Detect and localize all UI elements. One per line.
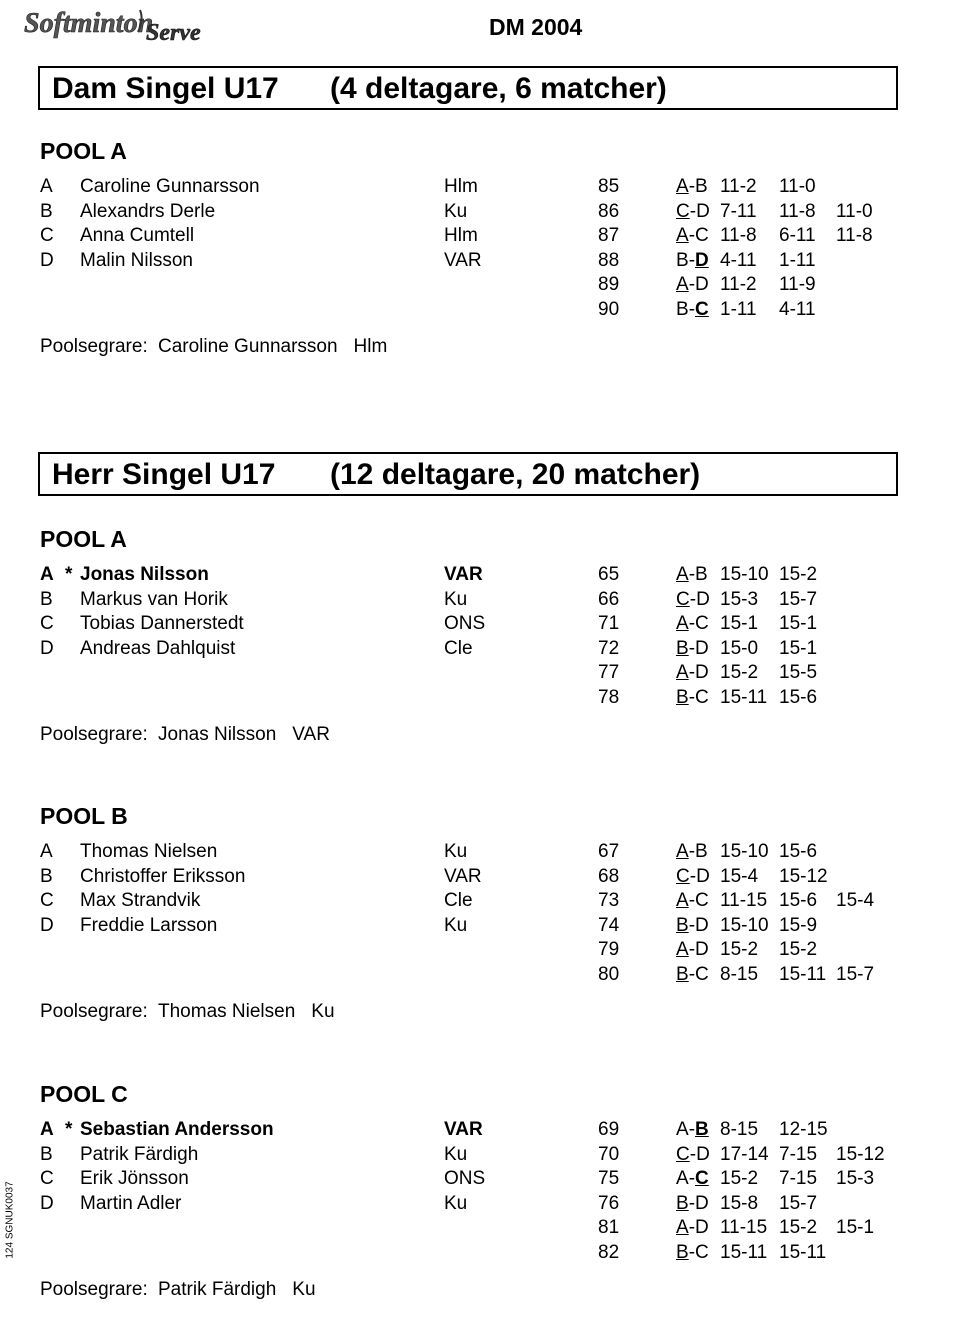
match-player-1: A xyxy=(676,1119,689,1140)
match-player-2: D xyxy=(695,914,709,936)
player-letter: C xyxy=(40,1168,54,1189)
match-row xyxy=(0,1118,960,1142)
section-header xyxy=(38,452,898,496)
match-row xyxy=(0,865,960,889)
pool xyxy=(0,526,960,766)
match-pairing: B-D xyxy=(676,1192,709,1214)
player-name: Martin Adler xyxy=(80,1192,182,1214)
match-player-2: D xyxy=(695,1192,709,1214)
match-row xyxy=(0,298,960,322)
match-number: 68 xyxy=(598,865,620,887)
match-player-1: A xyxy=(676,564,689,585)
match-pairing: B-C xyxy=(676,963,709,985)
match-number: 73 xyxy=(598,890,620,911)
pool-winner xyxy=(40,1000,335,1024)
set-score-2: 15-2 xyxy=(779,1217,818,1238)
match-pairing: B-D xyxy=(676,914,709,936)
match-player-2: C xyxy=(695,298,709,320)
match-row xyxy=(0,588,960,612)
match-player-2: D xyxy=(695,939,709,960)
set-score-3: 15-3 xyxy=(836,1168,875,1189)
match-row xyxy=(0,249,960,273)
set-score-2: 7-15 xyxy=(779,1143,818,1165)
match-pairing: C-D xyxy=(676,200,710,222)
set-score-1: 11-15 xyxy=(720,890,768,911)
match-row xyxy=(0,1143,960,1167)
match-player-1: C xyxy=(676,865,690,887)
player-letter: A xyxy=(40,1119,54,1140)
match-number: 77 xyxy=(598,662,620,683)
section-info: (12 deltagare, 20 matcher) xyxy=(330,458,701,491)
player-club: Ku xyxy=(444,914,468,936)
player-letter: A xyxy=(40,841,53,862)
set-score-3: 15-12 xyxy=(836,1143,885,1165)
match-row xyxy=(0,637,960,661)
set-score-2: 15-12 xyxy=(779,865,828,887)
match-number: 66 xyxy=(598,588,620,610)
player-name: Caroline Gunnarsson xyxy=(80,176,260,197)
pool-title: POOL C xyxy=(40,1081,128,1107)
pool-winner xyxy=(40,723,330,747)
section-header xyxy=(38,66,898,110)
set-score-1: 15-4 xyxy=(720,865,759,887)
set-score-2: 15-6 xyxy=(779,686,818,708)
player-club: Ku xyxy=(444,200,468,222)
match-player-2: C xyxy=(695,686,709,708)
pool-winner-name: Jonas Nilsson xyxy=(158,724,277,745)
match-pairing: A-C xyxy=(676,225,709,246)
player-letter: A xyxy=(40,564,54,585)
match-player-1: B xyxy=(676,1192,689,1214)
match-player-2: D xyxy=(695,249,709,271)
match-player-2: C xyxy=(695,1241,709,1263)
player-club: Cle xyxy=(444,637,473,659)
match-player-1: B xyxy=(676,963,689,985)
player-club: ONS xyxy=(444,613,486,634)
match-player-2: C xyxy=(695,963,709,985)
player-club: Hlm xyxy=(444,176,478,197)
pool-winner-club: Hlm xyxy=(353,336,388,357)
player-letter: B xyxy=(40,865,53,887)
player-club: VAR xyxy=(444,564,483,585)
match-pairing: A-B xyxy=(676,176,708,197)
match-player-1: C xyxy=(676,200,690,222)
set-score-3: 11-8 xyxy=(836,225,873,246)
svg-text:Serve: Serve xyxy=(146,20,201,44)
set-score-2: 15-11 xyxy=(779,963,827,985)
match-row xyxy=(0,224,960,248)
player-name: Max Strandvik xyxy=(80,890,201,911)
match-player-2: D xyxy=(695,637,709,659)
match-number: 70 xyxy=(598,1143,620,1165)
set-score-1: 15-2 xyxy=(720,662,759,683)
pool-winner xyxy=(40,335,387,359)
match-pairing: A-B xyxy=(676,841,708,862)
match-player-2: C xyxy=(695,225,709,246)
match-player-1: A xyxy=(676,1217,689,1238)
player-club: Ku xyxy=(444,841,468,862)
match-pairing: A-D xyxy=(676,274,709,295)
set-score-1: 15-2 xyxy=(720,1168,759,1189)
match-pairing: C-D xyxy=(676,1143,710,1165)
match-pairing: B-D xyxy=(676,637,709,659)
match-number: 88 xyxy=(598,249,620,271)
match-number: 85 xyxy=(598,176,620,197)
logo xyxy=(22,2,222,44)
player-letter: A xyxy=(40,176,53,197)
set-score-3: 15-4 xyxy=(836,890,875,911)
player-name: Anna Cumtell xyxy=(80,225,195,246)
set-score-3: 11-0 xyxy=(836,200,873,222)
match-pairing: A-C xyxy=(676,890,709,911)
set-score-1: 15-3 xyxy=(720,588,759,610)
pool-winner-label: Poolsegrare: xyxy=(40,1001,148,1022)
set-score-2: 15-2 xyxy=(779,564,818,585)
pool-title: POOL B xyxy=(40,803,128,829)
match-row xyxy=(0,200,960,224)
set-score-2: 11-8 xyxy=(779,200,816,222)
set-score-2: 15-6 xyxy=(779,890,818,911)
seed-marker: * xyxy=(65,564,73,585)
pool-winner-label: Poolsegrare: xyxy=(40,1279,148,1300)
match-number: 87 xyxy=(598,225,620,246)
player-name: Thomas Nielsen xyxy=(80,841,218,862)
player-name: Andreas Dahlquist xyxy=(80,637,236,659)
match-player-2: B xyxy=(695,1119,709,1140)
match-number: 72 xyxy=(598,637,620,659)
match-row xyxy=(0,889,960,913)
svg-text:Softminton: Softminton xyxy=(24,8,154,39)
match-player-2: D xyxy=(696,588,710,610)
set-score-1: 1-11 xyxy=(720,298,757,320)
player-club: Hlm xyxy=(444,225,478,246)
match-row xyxy=(0,1167,960,1191)
set-score-2: 12-15 xyxy=(779,1119,828,1140)
seed-marker: * xyxy=(65,1119,73,1140)
section-name: Herr Singel U17 xyxy=(52,458,276,491)
set-score-2: 15-9 xyxy=(779,914,818,936)
player-letter: B xyxy=(40,200,53,222)
set-score-2: 6-11 xyxy=(779,225,816,246)
match-player-2: D xyxy=(695,1217,709,1238)
match-player-1: C xyxy=(676,1143,690,1165)
player-club: Ku xyxy=(444,588,468,610)
player-name: Malin Nilsson xyxy=(80,249,193,271)
set-score-1: 15-11 xyxy=(720,1241,768,1263)
match-player-2: B xyxy=(695,841,708,862)
pool-winner-label: Poolsegrare: xyxy=(40,724,148,745)
match-player-1: B xyxy=(676,249,689,271)
set-score-1: 8-15 xyxy=(720,1119,759,1140)
match-row xyxy=(0,1241,960,1265)
player-letter: B xyxy=(40,1143,53,1165)
match-number: 71 xyxy=(598,613,620,634)
set-score-2: 15-5 xyxy=(779,662,818,683)
player-name: Jonas Nilsson xyxy=(80,564,209,585)
player-letter: C xyxy=(40,225,54,246)
player-name: Patrik Färdigh xyxy=(80,1143,199,1165)
match-player-1: B xyxy=(676,637,689,659)
section-name: Dam Singel U17 xyxy=(52,72,279,105)
match-player-2: D xyxy=(695,274,709,295)
set-score-3: 15-1 xyxy=(836,1217,875,1238)
pool-winner-name: Caroline Gunnarsson xyxy=(158,336,338,357)
match-player-2: B xyxy=(695,564,708,585)
match-row xyxy=(0,612,960,636)
player-letter: D xyxy=(40,1192,54,1214)
match-number: 79 xyxy=(598,939,620,960)
match-player-1: B xyxy=(676,1241,689,1263)
match-player-1: A xyxy=(676,274,689,295)
match-player-1: C xyxy=(676,588,690,610)
match-number: 65 xyxy=(598,564,620,585)
set-score-2: 15-1 xyxy=(779,637,818,659)
match-player-2: D xyxy=(695,662,709,683)
pool-winner-club: Ku xyxy=(311,1001,335,1022)
match-pairing: B-D xyxy=(676,249,709,271)
player-club: VAR xyxy=(444,865,482,887)
document-title: DM 2004 xyxy=(489,14,583,40)
match-player-1: A xyxy=(676,841,689,862)
set-score-2: 11-0 xyxy=(779,176,816,197)
pool xyxy=(0,1081,960,1321)
player-club: VAR xyxy=(444,1119,483,1140)
match-pairing: A-B xyxy=(676,1119,709,1140)
player-letter: B xyxy=(40,588,53,610)
player-club: Ku xyxy=(444,1143,468,1165)
set-score-1: 15-8 xyxy=(720,1192,759,1214)
set-score-2: 1-11 xyxy=(779,249,816,271)
section-info: (4 deltagare, 6 matcher) xyxy=(330,72,667,105)
match-row xyxy=(0,1192,960,1216)
match-pairing: B-C xyxy=(676,298,709,320)
set-score-2: 4-11 xyxy=(779,298,816,320)
pool-winner-club: Ku xyxy=(292,1279,316,1300)
match-player-1: A xyxy=(676,890,689,911)
set-score-1: 7-11 xyxy=(720,200,757,222)
match-player-1: A xyxy=(676,176,689,197)
set-score-2: 15-7 xyxy=(779,1192,818,1214)
match-player-1: A xyxy=(676,225,689,246)
player-name: Markus van Horik xyxy=(80,588,228,610)
player-name: Alexandrs Derle xyxy=(80,200,216,222)
match-player-1: A xyxy=(676,662,689,683)
set-score-2: 7-15 xyxy=(779,1168,818,1189)
match-number: 76 xyxy=(598,1192,620,1214)
match-pairing: A-C xyxy=(676,613,709,634)
match-number: 78 xyxy=(598,686,620,708)
pool xyxy=(0,803,960,1043)
set-score-1: 15-1 xyxy=(720,613,759,634)
pool-winner xyxy=(40,1278,316,1302)
set-score-2: 15-1 xyxy=(779,613,818,634)
match-number: 86 xyxy=(598,200,620,222)
match-pairing: A-D xyxy=(676,662,709,683)
player-letter: C xyxy=(40,890,54,911)
set-score-2: 15-11 xyxy=(779,1241,827,1263)
set-score-1: 15-10 xyxy=(720,914,769,936)
set-score-1: 11-2 xyxy=(720,274,757,295)
match-row xyxy=(0,686,960,710)
pool-winner-name: Thomas Nielsen xyxy=(158,1001,296,1022)
match-player-1: B xyxy=(676,686,689,708)
set-score-2: 11-9 xyxy=(779,274,816,295)
match-row xyxy=(0,273,960,297)
match-player-2: B xyxy=(695,176,708,197)
match-player-2: D xyxy=(696,200,710,222)
match-player-1: A xyxy=(676,1168,689,1189)
player-letter: C xyxy=(40,613,54,634)
player-name: Freddie Larsson xyxy=(80,914,218,936)
player-name: Erik Jönsson xyxy=(80,1168,189,1189)
player-club: Ku xyxy=(444,1192,468,1214)
match-pairing: C-D xyxy=(676,865,710,887)
match-number: 67 xyxy=(598,841,620,862)
set-score-1: 15-11 xyxy=(720,686,768,708)
match-player-2: D xyxy=(696,865,710,887)
match-row xyxy=(0,175,960,199)
match-number: 82 xyxy=(598,1241,620,1263)
match-number: 89 xyxy=(598,274,620,295)
match-number: 74 xyxy=(598,914,620,936)
set-score-1: 11-15 xyxy=(720,1217,768,1238)
match-player-2: C xyxy=(695,613,709,634)
match-player-2: C xyxy=(695,890,709,911)
match-pairing: B-C xyxy=(676,686,709,708)
match-player-1: B xyxy=(676,298,689,320)
match-player-1: A xyxy=(676,939,689,960)
match-player-2: C xyxy=(695,1168,709,1189)
set-score-2: 15-7 xyxy=(779,588,818,610)
match-player-1: B xyxy=(676,914,689,936)
match-pairing: A-B xyxy=(676,564,708,585)
set-score-2: 15-6 xyxy=(779,841,818,862)
player-letter: D xyxy=(40,914,54,936)
player-letter: D xyxy=(40,249,54,271)
player-letter: D xyxy=(40,637,54,659)
page-code-text: 124 SGNUK0037 xyxy=(4,1181,16,1259)
set-score-1: 15-10 xyxy=(720,564,769,585)
match-number: 81 xyxy=(598,1217,620,1238)
match-row xyxy=(0,914,960,938)
match-number: 69 xyxy=(598,1119,620,1140)
set-score-3: 15-7 xyxy=(836,963,875,985)
match-row xyxy=(0,963,960,987)
pool xyxy=(0,138,960,378)
match-row xyxy=(0,840,960,864)
match-pairing: A-C xyxy=(676,1168,709,1189)
match-pairing: A-D xyxy=(676,1217,709,1238)
match-row xyxy=(0,938,960,962)
player-name: Christoffer Eriksson xyxy=(80,865,246,887)
set-score-1: 11-8 xyxy=(720,225,757,246)
player-name: Sebastian Andersson xyxy=(80,1119,274,1140)
logo-graphic xyxy=(22,2,222,44)
pool-winner-club: VAR xyxy=(292,724,330,745)
match-number: 80 xyxy=(598,963,620,985)
match-row xyxy=(0,563,960,587)
match-pairing: A-D xyxy=(676,939,709,960)
match-number: 75 xyxy=(598,1168,620,1189)
player-club: VAR xyxy=(444,249,482,271)
match-player-2: D xyxy=(696,1143,710,1165)
pool-title: POOL A xyxy=(40,138,127,164)
set-score-1: 4-11 xyxy=(720,249,757,271)
match-pairing: B-C xyxy=(676,1241,709,1263)
set-score-1: 17-14 xyxy=(720,1143,769,1165)
pool-title: POOL A xyxy=(40,526,127,552)
match-row xyxy=(0,661,960,685)
match-player-1: A xyxy=(676,613,689,634)
player-club: ONS xyxy=(444,1168,486,1189)
player-club: Cle xyxy=(444,890,473,911)
set-score-2: 15-2 xyxy=(779,939,818,960)
set-score-1: 11-2 xyxy=(720,176,757,197)
set-score-1: 15-2 xyxy=(720,939,759,960)
match-row xyxy=(0,1216,960,1240)
set-score-1: 8-15 xyxy=(720,963,759,985)
player-name: Tobias Dannerstedt xyxy=(80,613,244,634)
set-score-1: 15-0 xyxy=(720,637,759,659)
pool-winner-label: Poolsegrare: xyxy=(40,336,148,357)
set-score-1: 15-10 xyxy=(720,841,769,862)
match-number: 90 xyxy=(598,298,620,320)
pool-winner-name: Patrik Färdigh xyxy=(158,1279,277,1300)
match-pairing: C-D xyxy=(676,588,710,610)
